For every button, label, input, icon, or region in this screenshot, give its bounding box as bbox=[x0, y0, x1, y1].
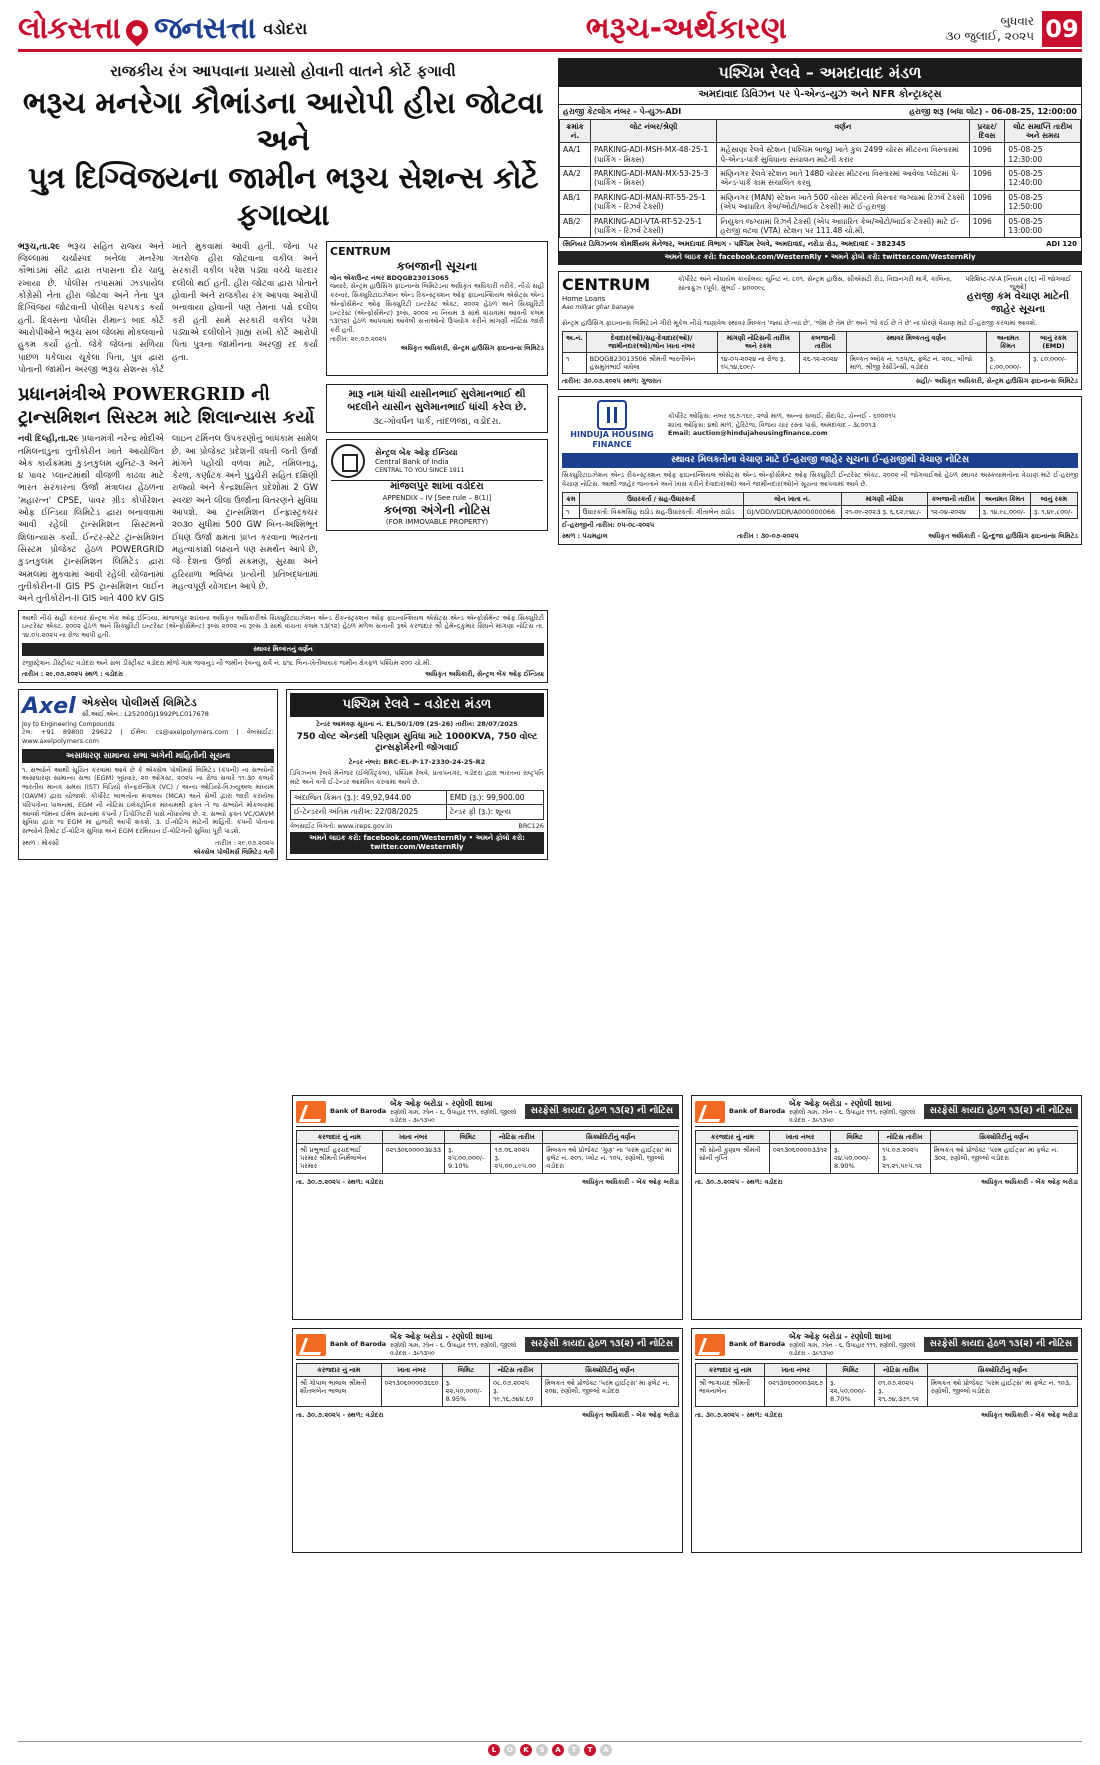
bob-borrower: શ્રી સોની કુણાલ શ્રીમતી સોની તૃપ્તિ bbox=[696, 1144, 770, 1173]
table-row bbox=[560, 190, 1081, 214]
table-header: ખાતા નંબર bbox=[769, 1131, 830, 1144]
axel-sign: એક્સેલ પોલીમર્સ લિમિટેડ વતી bbox=[193, 847, 274, 856]
page-number: 09 bbox=[1042, 11, 1082, 47]
wr-vadodara-title: પશ્ચિમ રેલવે – વડોદરા મંડળ bbox=[290, 693, 544, 717]
table-header: લિમિટ bbox=[826, 1364, 874, 1377]
footer-dot: T bbox=[584, 1744, 596, 1756]
table-header: કરજદાર નું નામ bbox=[696, 1131, 770, 1144]
bob-address: રણોલી ગામ, ઝોન - ૬, ઉપાહાર ૧૧૧, રણોલી, જીલ્લો વડોદરા - ૩૯૧૩૫૦ bbox=[390, 1342, 517, 1357]
location-pin-icon bbox=[121, 15, 152, 46]
bob-rate: 8.90% bbox=[834, 1162, 855, 1171]
bob-date-cell bbox=[879, 1144, 930, 1173]
hinduja-office: કોર્પોરેટ ઓફિસ: નંબર ૧૬૭-૧૬૯, ૨જો માળ, અન્ના સલાઈ, સૈદાપેટ, ચેન્નઈ - ૬૦૦૦૧૫ bbox=[668, 411, 896, 420]
bob-date: તા. ૩૦.૭.૨૦૨૫ - સ્થળ: વડોદરા bbox=[296, 1177, 384, 1186]
hinduja-contact: Email: auction@hindujahousingfinance.com bbox=[668, 429, 828, 438]
table-header: દેવાદાર(ઓ)/સહ-દેવાદાર(ઓ)/જામીનદાર(ઓ)/લોન ખાતા નંબર bbox=[586, 331, 717, 352]
wr-vadodara-body: ડિવિઝનલ રેલવે મેનેજર (ઈલેક્ટ્રિકલ), પશ્ચિમ રેલવે, પ્રતાપનગર, વડોદરા દ્વારા ભારતના રાષ્ટ્રપતિ માટે અને વતી ઈ-ટેન્ડર આમંત્રિત કરવામાં આવે છે. bbox=[290, 769, 544, 787]
table-header: લિમિટ bbox=[445, 1131, 491, 1144]
centrum-auction-title: હરાજી કમ વેચાણ માટેની જાહેર સૂચના bbox=[966, 291, 1070, 315]
table-cell: 05-08-25 12:50:00 bbox=[1005, 190, 1081, 214]
bob-address: રણોલી ગામ, ઝોન - ૬, ઉપાહાર ૧૧૧, રણોલી, જીલ્લો વડોદરા - ૩૯૧૩૫૦ bbox=[390, 1109, 517, 1124]
centrum-logo: CENTRUM bbox=[330, 244, 391, 258]
table-cell: 1096 bbox=[969, 143, 1005, 167]
cbi-subtitle: (FOR IMMOVABLE PROPERTY) bbox=[385, 517, 489, 526]
name-change-address: ૩૮-ગોવર્ધન પાર્ક, તાંદળજા, વડોદરા. bbox=[372, 417, 502, 428]
bob-amount-cell bbox=[826, 1377, 874, 1406]
centrum-auction-sign: સહી/- અધિકૃત અધિકારી, સેન્ટ્રમ હાઉસિંગ ફાઇનાન્સ લિમિટેડ bbox=[915, 377, 1078, 386]
hinduja-logo-icon bbox=[597, 400, 627, 430]
hinduja-sign: અધિકૃત અધિકારી - હિન્દુજા હાઉસિંગ ફાઇનાન્સ લિમિટેડ bbox=[928, 531, 1078, 540]
bob-table bbox=[296, 1363, 679, 1407]
bob-date: તા. ૩૦.૭.૨૦૨૫ - સ્થળ: વડોદરા bbox=[296, 1410, 384, 1419]
bob-security: મિલકત ઓ પ્રોજેક્ટ 'ગુણ' ના 'પરમ હાઈટ્સ' માં ફ્લેટ નં. ૨૦૧, પ્લોટ નં. ૧૦૫, રણોલી, જીલ્લો વડોદરા bbox=[543, 1144, 679, 1173]
table-cell: ૨૧-૦૯-૨૦૨૩ રૂ. ૬,૬૨,૯૪૮/- bbox=[842, 505, 928, 518]
table-cell: મહેસાણા રેલવે સ્ટેશન (પશ્ચિમ બાજુ) ખાતે કુલ 2499 ચોરસ મીટરના વિસ્તારમાં પે-એન્ડ-પાર્ક સુવિધાના સંચાલન માટેની કરાર bbox=[717, 143, 969, 167]
bank-of-baroda-logo-icon bbox=[695, 1101, 725, 1123]
logo-loksatta: લોકસત્તા bbox=[18, 10, 120, 46]
table-cell: 1096 bbox=[969, 190, 1005, 214]
cbi-name: સેન્ટ્રલ બેંક ઓફ ઈન્ડિયા bbox=[375, 448, 458, 458]
lead-story bbox=[18, 241, 318, 376]
centrum-loan-no: લોન એકાઉન્ટ નંબર BDQGB23013065 bbox=[330, 273, 449, 282]
wr-ahmedabad-catalog: હરાજી કેટલોગ નંબર - પે-યુઝ-ADI bbox=[563, 106, 682, 116]
cbi-title: કબજા અંગેની નોટિસ bbox=[383, 502, 491, 517]
table-cell: મણિનગર (MAN) સ્ટેશન ખાતે 500 ચોરસ મીટરનો વિસ્તાર જગ્યામાં રિઝર્વ ટેક્સી (એપ આધારિત કેબ/ઓટો/બાઈક ટેક્સી) માટે ઈ-હરાજી bbox=[717, 190, 969, 214]
bob-notice-date: ૧૭.૦૬.૨૦૨૫ bbox=[494, 1146, 530, 1155]
bob-sign: અધિકૃત અધિકારી - બેંક ઓફ બરોડા bbox=[981, 1177, 1078, 1186]
bob-loan: ૦૨૧૩૦૬૦૦૦૦૩૬૬૦ bbox=[384, 1379, 439, 1388]
table-header: કબજાની તારીખ bbox=[927, 492, 979, 505]
bank-of-baroda-logo-icon bbox=[296, 1334, 326, 1356]
bob-notice bbox=[292, 1095, 683, 1320]
bob-outstanding: રૂ. ૨૧,૨૧,૫૯૫.૧૨ bbox=[882, 1154, 922, 1171]
table-row bbox=[696, 1144, 1078, 1173]
table-header: માંગણી નોટિસની તારીખ અને રકમ bbox=[717, 331, 799, 352]
table-row bbox=[696, 1377, 1078, 1406]
wr-ahmedabad-notice bbox=[558, 58, 1082, 265]
table-cell: AB/2 bbox=[560, 214, 591, 238]
table-cell: 1096 bbox=[969, 214, 1005, 238]
table-cell: ૧ bbox=[563, 353, 587, 374]
bob-amount-cell bbox=[442, 1377, 490, 1406]
hinduja-table bbox=[562, 492, 1078, 519]
bob-date-cell bbox=[490, 1377, 542, 1406]
lead-body: ભરૂચ સહિત રાજ્ય અને જિલ્લામાં ચર્ચાસ્પદ બનેલા મનરેગા કૌભાંડમાં સીટ દ્વારા તપાસના દોર ચાલુ રખાયા છે. પોલીસ તપાસમાં ઝડપાયેલ કોંગ્રેસી નેતા હીરા જોટવા અને તેના પુત્ર દિગ્વિજય જોટવાની પોલીસ ધરપકડ કર્યા હતી. દિવસના પોલીસ રીમાન્ડ બાદ કોર્ટે આરોપીઓને ભરૂચ સબ જેલમાં મોકલવાનો હુકમ કર્યો હતો. જેકે જેલના સળિયા પાછળ ધકેલાય ચૂકેલા પિતા, પુત્ર દ્વારા પોતાની જામીન અરજી ભરૂચ સેશન્સ કોર્ટ ખાતે મુકવામાં આવી હતી. જેના પર ગતરોજ હીરા જોટવાના વકીલ અને સરકારી વકીલ પરેશ પંડ્યા વચ્ચે ધારદાર દલીલો થઈ હતી. હીરા જોટવા દ્વારા પોતાને હોવાની અને રાજકીય રંગ આપવા આરોપી બનાવાયા હોવાની પણ તેમના પક્ષે દલીલ કરી હતી સામે સરકારી વકીલ પરેશ પંડ્યાએ દલીલોને ગ્રાહ્ય રાખી કોર્ટે આરોપી પિતા પુત્રના જામીનના અરજી રદ કર્યા હતા. bbox=[18, 241, 318, 375]
bank-of-baroda-logo-icon bbox=[695, 1334, 725, 1356]
table-cell: ૧૪-૦૫-૨૦૨૪ ના રોજ રૂ. ૧૫,૧૪,૬૦૯/- bbox=[717, 353, 799, 374]
bob-borrower: શ્રી ભાગાચંદ શ્રીમતી ભાવનાબેન bbox=[696, 1377, 765, 1406]
table-cell: રૂ. ૮,૦૦,૦૦૦/- bbox=[986, 353, 1029, 374]
bob-name-en: Bank of Baroda bbox=[729, 1107, 786, 1116]
bob-borrower: શ્રી ગોપાલ ભાલાલ શ્રીમતી શીતલબેન ભાલાલ bbox=[297, 1377, 382, 1406]
table-row bbox=[563, 505, 1078, 518]
bob-notice bbox=[292, 1328, 683, 1553]
bob-title: સરફેસી કાયદા હેઠળ ૧૩(૨) ની નોટિસ bbox=[924, 1337, 1078, 1352]
bob-outstanding: રૂ. ૧૯,૧૬,૭૪૪.૬૦ bbox=[493, 1387, 534, 1404]
table-cell: 05-08-25 13:00:00 bbox=[1005, 214, 1081, 238]
bob-amount: રૂ. ૨૪,૫૦,૦૦૦/- bbox=[834, 1146, 871, 1163]
lead-kicker: રાજકીય રંગ આપવાના પ્રયાસો હોવાની વાતને કોર્ટે ફગાવી bbox=[110, 62, 456, 80]
axel-company-name: એક્સેલ પોલીમર્સ લિમિટેડ bbox=[81, 695, 197, 709]
footer-dot: K bbox=[520, 1744, 532, 1756]
bob-sign: અધિકૃત અધિકારી - બેંક ઓફ બરોડા bbox=[981, 1410, 1078, 1419]
date: ૩૦ જુલાઈ, ૨૦૨૫ bbox=[945, 28, 1034, 43]
footer-dot: L bbox=[488, 1744, 500, 1756]
table-cell: રૂ. ૮૦,૦૦૦/- bbox=[1030, 353, 1078, 374]
wr-ahmedabad-start: હરાજી શરૂ (બધા લોટ) - 06-08-25, 12:00:00 bbox=[909, 106, 1077, 116]
table-cell: AB/1 bbox=[560, 190, 591, 214]
cbi-sign: અધિકૃત અધિકારી, સેન્ટ્રલ બેંક ઓફ ઈન્ડિયા bbox=[425, 670, 544, 679]
bob-title: સરફેસી કાયદા હેઠળ ૧૩(૨) ની નોટિસ bbox=[525, 1104, 679, 1119]
table-cell: GJ/VDD/VDDR/A000000066 bbox=[743, 505, 842, 518]
bob-loan: ૦૨૧૩૦૬૦૦૦૦૩૪૩૩ bbox=[385, 1146, 441, 1155]
bob-notice-date: ૦૮.૦૭.૨૦૨૫ bbox=[493, 1379, 530, 1388]
cbi-name-en: Central Bank of India bbox=[375, 458, 449, 467]
table-header: નોટિસ તારીખ bbox=[875, 1364, 928, 1377]
table-cell: મણિનગર રેલવે સ્ટેશન ખાતે 1480 ચોરસ મીટરના વિસ્તારમાં આવેલા પ્લોટમાં પે-એન્ડ-પાર્ક કામ સંચાલિત કરવું bbox=[717, 167, 969, 191]
table-header: નોટિસ તારીખ bbox=[490, 1364, 542, 1377]
table-cell: 1096 bbox=[969, 167, 1005, 191]
bob-branch: બેંક ઓફ બરોડા - રણોલી શાખા bbox=[390, 1099, 493, 1108]
axel-band: અસાધારણ સામાન્ય સભા અંગેની માહિતીની સૂચના bbox=[22, 749, 274, 763]
bob-loan-cell bbox=[765, 1377, 827, 1406]
table-header: બાનું રકમ bbox=[1030, 492, 1077, 505]
wr-col-close: લોટ સમાપ્તિ તારીખ અને સમય bbox=[1005, 119, 1081, 143]
right-small-notices bbox=[326, 384, 548, 605]
footer-dot: T bbox=[568, 1744, 580, 1756]
wr-ahmedabad-footer: સિનિયર ડિવિઝનલ કોમર્શિયલ મેનેજર, અમદાવાદ વિભાગ - પશ્ચિમ રેલવે, અમદાવાદ, નરોડા રોડ, અમદાવાદ - 382345 bbox=[563, 240, 906, 249]
wr-col-lot: લોટ નંબર/શ્રેણી bbox=[591, 119, 717, 143]
table-cell: ૨૬-૧૨-૨૦૨૪ bbox=[800, 353, 847, 374]
bob-rate: 9.10% bbox=[448, 1162, 469, 1171]
centrum-auction-appendix: પરિશિષ્ટ-IV-A [નિયમ ૮(૬) ની જોગવાઈ જુઓ] bbox=[965, 274, 1071, 291]
centrum-auction-notice bbox=[558, 271, 1082, 390]
centrum-auction-table bbox=[562, 331, 1078, 375]
hinduja-place: સ્થળ : પંચમહાલ bbox=[562, 531, 608, 540]
footer-dot: A bbox=[600, 1744, 612, 1756]
bob-outstanding: રૂ. ૨૫,૦૦,૮૯૫.૦૦ bbox=[494, 1154, 537, 1171]
table-header: ખાતા નંબર bbox=[381, 1364, 442, 1377]
bob-notice-date: ૧૫.૦૭.૨૦૨૫ bbox=[882, 1146, 919, 1155]
bob-sign: અધિકૃત અધિકારી - બેંક ઓફ બરોડા bbox=[582, 1177, 679, 1186]
hinduja-auction-date: ઈ-હરાજીની તારીખ: ૦૫-૦૮-૨૦૨૫ bbox=[562, 521, 655, 530]
table-cell: ઉધારકર્તા: વિક્રમસિંહ રાઠોડ સહ-ઉધારકર્તા: ગીતાબેન રાઠોડ bbox=[579, 505, 743, 518]
axel-body: ૧. સભ્યોને આથી સૂચિત કરવામાં આવે છે કે એક્સેલ પોલીમર્સ લિમિટેડ (કંપની) ના સભ્યોની અસાધારણ સામાન્ય સભા (EGM) બુધવાર, ૨૦ ઓગસ્ટ, ૨૦૨૫ ના રોજ સવારે ૧૧:૩૦ કલાકે ભારતીય માનક સમય (IST) વિડિયો કોન્ફરન્સિંગ (VC) / અન્ય ઓડિયો-વિઝ્યુઅલ માધ્યમ (OAVM) દ્વારા યોજાશે. કોર્પોરેટ બાબતોના મંત્રાલય (MCA) અને સેબી દ્વારા જારી કરાયેલા પરિપત્રોના પાલનમાં, EGM ની નોટિસ ઇલેક્ટ્રોનિક માધ્યમથી ફક્ત તે જ સભ્યોને મોકલવામાં આવશે જેમના ઈમેલ સરનામાં કંપની / ડિપોઝિટરી પાસે નોંધાયેલા છે. ૨. સભ્યો ફક્ત VC/OAVM સુવિધા દ્વારા જ EGM માં હાજરી આપી શકશે. ૩. ઈ-વોટિંગ માટેની માહિતી: કંપની પોતાના સભ્યોને રિમોટ ઈ-વોટિંગ સુવિધા અને EGM દરમિયાન ઈ-વોટિંગની સુવિધા પૂરી પાડશે. bbox=[22, 765, 274, 836]
table-header: કબજાની તારીખ bbox=[800, 331, 847, 352]
table-header: માંગણી નોટિસ bbox=[842, 492, 928, 505]
centrum-auction-logo-sub: Home Loans bbox=[562, 294, 606, 303]
bob-rate: 8.70% bbox=[829, 1395, 851, 1404]
table-header: અનામત કિંમત bbox=[979, 492, 1030, 505]
table-cell: PARKING-ADI-MAN-MX-53-25-3 (પાર્કિંગ - મિક્સ) bbox=[591, 167, 717, 191]
table-header: લિમિટ bbox=[442, 1364, 490, 1377]
table-cell: AA/2 bbox=[560, 167, 591, 191]
right-column bbox=[558, 58, 1082, 860]
bob-date-cell bbox=[491, 1144, 543, 1173]
cbi-appendix: APPENDIX – IV [See rule – 8(1)] bbox=[382, 493, 492, 502]
hinduja-band: સ્થાવર મિલકતોના વેચાણ માટે ઈ-હરાજી જાહેર સૂચના ઈ-હરાજીથી વેચાણ નોટિસ bbox=[562, 453, 1078, 468]
powergrid-headline: પ્રધાનમંત્રીએ POWERGRID ની ટ્રાન્સમિશન સિસ્ટમ માટે શિલાન્યાસ કર્યો bbox=[18, 384, 315, 428]
table-header: સિક્યોરિટીનું વર્ણન bbox=[930, 1131, 1077, 1144]
bob-amount: રૂ. ૨૫,૦૦,૦૦૦/- bbox=[448, 1146, 485, 1163]
table-header: કરજદાર નું નામ bbox=[297, 1131, 383, 1144]
wr-ahmedabad-title: પશ્ચિમ રેલવે – અમદાવાદ મંડળ bbox=[559, 59, 1081, 87]
centrum-notice-date: તારીખ: ૨૯.૦૭.૨૦૨૫ bbox=[330, 334, 387, 343]
table-header: અ.નં. bbox=[563, 331, 587, 352]
cbi-property: રજીસ્ટ્રેશન ડીસ્ટ્રીક્ટ વડોદરા અને સબ ડીસ્ટ્રીક્ટ વડોદરા મોજે ગામ જવાનુડ ની જમીન રેવન્યુ સર્વે નં. ૪૧૮ બિન-ખેતીલાયક જમીન ક્ષેત્રફળ પશ્ચિમ ૨૦૦ ચો.મી. bbox=[22, 658, 432, 667]
name-change-notice bbox=[326, 384, 548, 433]
bob-notice bbox=[691, 1095, 1082, 1320]
table-header: કરજદાર નું નામ bbox=[297, 1364, 382, 1377]
wr-vadodara-tender-no: ટેન્ડર આમંત્રણ સૂચના નં. EL/50/1/09 (25-26) તારીખ: 28/07/2025 bbox=[316, 720, 518, 729]
table-header: ખાતા નંબર bbox=[382, 1131, 444, 1144]
wr-ahmedabad-table bbox=[559, 119, 1081, 239]
table-row bbox=[563, 353, 1078, 374]
bob-name-en: Bank of Baroda bbox=[330, 1340, 387, 1349]
table-header: લિમિટ bbox=[831, 1131, 879, 1144]
axel-logo: Axel bbox=[22, 694, 76, 720]
bob-date: તા. ૩૦.૭.૨૦૨૫ - સ્થળ: વડોદરા bbox=[695, 1177, 783, 1186]
wr-ahmedabad-subtitle: અમદાવાદ ડિવિઝન પર પે-એન્ડ-યુઝ અને NFR કોન્ટ્રાક્ટ્સ bbox=[559, 87, 1081, 105]
table-header: અનામત કિંમત bbox=[986, 331, 1029, 352]
bob-table bbox=[695, 1130, 1078, 1174]
hinduja-date: તારીખ : ૩૦-૦૭-૨૦૨૫ bbox=[737, 531, 799, 540]
hinduja-branch: શાખા ઓફિસ: ૪થો માળ, હેરિટેજ, વિજય ચાર રસ્તા પાસે, અમદાવાદ - ૩૮૦૦૧૩ bbox=[668, 420, 876, 429]
page-footer bbox=[18, 1741, 1082, 1757]
table-header: સિક્યોરિટીનું વર્ણન bbox=[541, 1364, 678, 1377]
bob-notices bbox=[292, 1095, 1082, 1553]
lead-dateline: ભરૂચ,તા.૨૯ bbox=[18, 241, 61, 252]
bob-date: તા. ૩૦.૭.૨૦૨૫ - સ્થળ: વડોદરા bbox=[695, 1410, 783, 1419]
axel-place: સ્થળ : મોક્સી bbox=[22, 838, 60, 847]
table-header: ક્રમ bbox=[563, 492, 580, 505]
cbi-notice-body-box bbox=[18, 610, 548, 684]
bob-branch: બેંક ઓફ બરોડા - રણોલી શાખા bbox=[789, 1332, 892, 1341]
centrum-auction-body: સેન્ટ્રમ હાઉસિંગ ફાઇનાન્સ લિમિટેડને ગીરો મૂકેલ નીચે જણાવેલ સ્થાવર મિલ્કત 'જ્યાં છે ત્યાં છે', 'જેમ છે તેમ છે' અને 'જે કંઈ છે તે છે' ના ધોરણે વેચાણ માટે ઈ-હરાજી કરવામાં આવશે. bbox=[562, 319, 1038, 327]
axel-date: તારીખ : ૨૯.૦૭.૨૦૨૫ bbox=[215, 838, 274, 847]
day: બુધવાર bbox=[1000, 13, 1034, 28]
table-cell: ૧૨-૦૪-૨૦૨૪ bbox=[927, 505, 979, 518]
logo-jansatta: જનસત્તા bbox=[153, 10, 256, 46]
wr-ahmedabad-code: ADI 120 bbox=[1046, 240, 1077, 249]
centrum-auction-logo: CENTRUM bbox=[562, 274, 651, 294]
wr-vadodara-code: BRC126 bbox=[518, 821, 544, 830]
table-header: નોટિસ તારીખ bbox=[879, 1131, 930, 1144]
wr-vadodara-social: અમને લાઇક કરો: facebook.com/WesternRly • અમને ફોલો કરો: twitter.com/WesternRly bbox=[290, 832, 544, 854]
powergrid-story bbox=[18, 384, 318, 605]
table-header: નોટિસ તારીખ bbox=[491, 1131, 543, 1144]
bob-notice bbox=[691, 1328, 1082, 1553]
bob-rate: 8.95% bbox=[445, 1395, 467, 1404]
bob-title: સરફેસી કાયદા હેઠળ ૧૩(૨) ની નોટિસ bbox=[924, 1104, 1078, 1119]
date-block bbox=[946, 14, 1034, 44]
table-cell: રૂ. ૧૪,૯૮,૦૦૦/- bbox=[979, 505, 1030, 518]
table-row bbox=[560, 214, 1081, 238]
powergrid-body: પ્રધાનમંત્રી નરેન્દ્ર મોદીએ તમિલનાડુના તુતીકોરીન ખાતે આયોજિત એક કાર્યક્રમમાં કુડનકુલમ યુનિટ-૩ અને ૪ પાવર પ્લાન્ટમાંથી વીજળી કાઢવા માટે ભારત સરકારના ઉર્જા મંત્રાલય હેઠળના 'મહારત્ન' CPSE, પાવર ગ્રીડ કોર્પોરેશન ઓફ ઈન્ડિયા લિમિટેડ દ્વારા બનાવવામાં આવી રહેલી ટ્રાન્સમિશન સિસ્ટમનો શિલાન્યાસ કર્યો. ઈન્ટર-સ્ટેટ ટ્રાન્સમિશન સિસ્ટમ પ્રોજેક્ટ હેઠળ POWERGRID કુડનકુલમ ટ્રાન્સમિશન લિમિટેડ દ્વારા અમલમાં મુકવામાં આવી રહેલી યોજનામાં તુતીકોરીન-II GIS PS ટ્રાન્સમિશન લાઈન અને તુતીકોરીન-II GIS ખાતે 400 kV GIS લાઇન ટર્મિનલ ઉપકરણોનું બાંધકામ સામેલ છે. આ પ્રોજેક્ટ પ્રદેશની વધતી જતી ઉર્જા માંગને પહોંચી વળવા માટે, તમિલનાડુ, કેરળ, કર્ણાટક અને પુડુચેરી સહિત દક્ષિણી રાજ્યો અને કેન્દ્રશાસિત પ્રદેશોમાં 2 GW સ્વચ્છ અને લીલા ઉર્જાના વિતરણને સુવિધા આપશે. આ ટ્રાન્સમિશન ઈન્ફ્રાસ્ટ્રક્ચર ૨૦૩૦ સુધીમાં 500 GW બિન-અશ્મિભૂત ઈંધણ ઉર્જા ક્ષમતા પ્રાપ્ત કરવાના ભારતના મહત્વાકાંક્ષી લક્ષ્યને પણ સમર્થન આપે છે, જે દેશના ઉર્જા સંક્રમણ, સુરક્ષા અને હરિયાળા ભવિષ્ય પ્રત્યેની પ્રતિબદ્ધતામાં મહત્વપૂર્ણ યોગદાન આપે છે. bbox=[18, 434, 318, 605]
axel-cin: સી.આઈ.એન.: L25200GJ1992PLC017678 bbox=[81, 709, 209, 718]
cbi-date: તારીખ : ૨૯.૦૭.૨૦૨૫ સ્થળ : વડોદરા bbox=[22, 670, 123, 679]
wr-col-sr: ક્રમાંક નં. bbox=[560, 119, 591, 143]
table-cell: AA/1 bbox=[560, 143, 591, 167]
table-cell: રૂ. ૧,૪૯,૮૦૦/- bbox=[1030, 505, 1077, 518]
bob-loan-cell bbox=[769, 1144, 830, 1173]
table-header: બાનું રકમ (EMD) bbox=[1030, 331, 1078, 352]
table-cell: 05-08-25 12:30:00 bbox=[1005, 143, 1081, 167]
cbi-body: આથી નીચે સહી કરનાર સેન્ટ્રલ બેંક ઓફ ઈન્ડિયા, માંજલપુર શાખાના અધિકૃત અધિકારીએ સિક્યુરિટાઇઝેશન એન્ડ રીકન્સ્ટ્રક્શન ઓફ ફાઇનાન્શિયલ એસેટ્સ એન્ડ એન્ફોર્સમેન્ટ ઓફ સિક્યુરિટી ઇન્ટરેસ્ટ એક્ટ, ૨૦૦૨ હેઠળ અને સિક્યુરિટી ઇન્ટરેસ્ટ (એન્ફોર્સમેન્ટ) રૂલ્સ ૨૦૦૨ ના રૂલ્સ ૩ સાથે વાંચતા કલમ ૧૩(૧૨) હેઠળ મળેલ સત્તાની રૂએ કરજદાર શ્રી હેમેન્દ્રકુમાર સિંઘને માંગણા નોટિસ તા. ૧૪.૦૫.૨૦૨૫ ના રોજ આપી હતી. bbox=[22, 613, 544, 640]
hinduja-body: સિક્યુરિટાઇઝેશન એન્ડ રીકન્સ્ટ્રક્શન ઓફ ફાઇનાન્શિયલ એસેટ્સ એન્ડ એન્ફોર્સમેન્ટ ઓફ સિક્યુરિટી ઈન્ટરેસ્ટ એક્ટ, ૨૦૦૨ ની જોગવાઈઓ હેઠળ સ્થાવર અસ્કયામતોના વેચાણ માટે ઈ-હરાજી વેચાણ નોટિસ. આથી જાહેર જનતાને અને ખાસ કરીને દેવાદાર(ઓ) અને જામીનદાર(ઓ)ને સૂચના આપવામાં આવે છે. bbox=[562, 471, 1078, 489]
axel-egm-notice bbox=[18, 689, 278, 860]
axel-logo-sub: Joy to Engineering Compounds bbox=[22, 720, 115, 728]
table-header: સિક્યોરિટીનું વર્ણન bbox=[543, 1131, 679, 1144]
lead-headline-1: ભરૂચ મનરેગા કૌભાંડના આરોપી હીરા જોટવા અને bbox=[22, 85, 544, 159]
wr-vadodara-emd: EMD (રૂ.): 99,900.00 bbox=[446, 790, 543, 804]
table-header: સિક્યોરિટીનું વર્ણન bbox=[927, 1364, 1077, 1377]
table-cell: PARKING-ADI-MAN-RT-55-25-1 (પાર્કિંગ - રિઝર્વ ટેક્સી) bbox=[591, 190, 717, 214]
bob-amount-cell bbox=[831, 1144, 879, 1173]
bob-amount: રૂ. ૨૨,૫૦,૦૦૦/- bbox=[445, 1379, 482, 1396]
table-header: ઉધારકર્તા / સહ-ઉધારકર્તા bbox=[579, 492, 743, 505]
centrum-auction-tag: Aao milkar ghar banaye bbox=[562, 303, 634, 311]
footer-dots bbox=[488, 1744, 612, 1756]
cbi-branch: માંજલપુર શાખા વડોદરા bbox=[390, 481, 484, 493]
wr-vadodara-tender-id: ટેન્ડર નંબર: BRC-EL-P-17-2330-24-25-R2 bbox=[348, 757, 486, 766]
lead-headline-2: પુત્ર દિગ્વિજયના જામીન ભરૂચ સેશન્સ કોર્ટે ફગાવ્યા bbox=[27, 160, 539, 234]
table-cell: BDQGB23013506 શ્રીમતી ભારતીબેન હસમુખભાઈ વાઘેલા bbox=[586, 353, 717, 374]
table-row bbox=[297, 1144, 679, 1173]
centrum-notice-body: જ્યારે, સેન્ટ્રમ હાઉસિંગ ફાઇનાન્સ લિમિટેડના અધિકૃત અધિકારી તરીકે, નીચે સહી કરનાર, સિક્યુરિટાઇઝેશન એન્ડ રિકન્સ્ટ્રક્શન ઓફ ફાઇનાન્શિયલ એસેટ્સ એન્ડ એન્ફોર્સમેન્ટ ઓફ સિક્યુરિટી ઇન્ટરેસ્ટ એક્ટ, ૨૦૦૨ હેઠળ અને સિક્યુરિટી ઇન્ટરેસ્ટ (એન્ફોર્સમેન્ટ) રૂલ્સ, ૨૦૦૨ ના નિયમ ૩ સાથે વાંચવામાં આવતી કલમ ૧૩(૧૨) હેઠળ આપવામાં આવેલી સત્તાઓનો ઉપયોગ કરીને માંગણી નોટિસ જારી કરી હતી. bbox=[330, 282, 544, 335]
bob-table bbox=[296, 1130, 679, 1174]
bob-address: રણોલી ગામ, ઝોન - ૬, ઉપાહાર ૧૧૧, રણોલી, જીલ્લો વડોદરા - ૩૯૧૩૫૦ bbox=[789, 1109, 916, 1124]
bob-address: રણોલી ગામ, ઝોન - ૬, ઉપાહાર ૧૧૧, રણોલી, જીલ્લો વડોદરા - ૩૯૧૩૫૦ bbox=[789, 1342, 916, 1357]
bob-borrower: શ્રી પ્રભુભાઈ હરચંદભાઈ પરમાર શ્રીમતી નિર્મલાબેન પરમાર bbox=[297, 1144, 383, 1173]
powergrid-body-wrap bbox=[18, 433, 318, 605]
axel-contact: ટેલ: +91 89800 29622 | ઈમેલ: cs@axelpolymers.com | વેબસાઈટ: www.axelpolymers.com bbox=[22, 728, 274, 745]
table-header: લોન ખાતા નં. bbox=[743, 492, 842, 505]
wr-vadodara-table bbox=[290, 790, 544, 820]
wr-ahmedabad-social: અમને લાઇક કરો: facebook.com/WesternRly • અમને ફોલો કરો: twitter.com/WesternRly bbox=[559, 251, 1081, 264]
bob-loan-cell bbox=[381, 1377, 442, 1406]
bob-date-cell bbox=[875, 1377, 928, 1406]
footer-dot: O bbox=[504, 1744, 516, 1756]
bob-title: સરફેસી કાયદા હેઠળ ૧૩(૨) ની નોટિસ bbox=[525, 1337, 679, 1352]
wr-vadodara-website[interactable]: વેબસાઈટ વિગતો: www.ireps.gov.in bbox=[290, 821, 393, 830]
table-header: કરજદાર નું નામ bbox=[696, 1364, 765, 1377]
footer-dot: S bbox=[536, 1744, 548, 1756]
bob-security: મિલકત ઓ પ્રોજેક્ટ 'પરમ હાઈટ્સ' માં ફ્લેટ નં. ૧૦૩, રણોલી, જીલ્લો વડોદરા bbox=[927, 1377, 1077, 1406]
bob-sign: અધિકૃત અધિકારી - બેંક ઓફ બરોડા bbox=[582, 1410, 679, 1419]
table-cell: PARKING-ADI-MSH-MX-48-25-1 (પાર્કિંગ - મિક્સ) bbox=[591, 143, 717, 167]
table-row bbox=[560, 143, 1081, 167]
footer-dot: A bbox=[552, 1744, 564, 1756]
central-bank-logo-icon bbox=[331, 444, 365, 478]
centrum-notice-title: કબજાની સૂચના bbox=[396, 258, 478, 273]
cbi-property-head: સ્થાવર મિલ્કતનું વર્ણન bbox=[22, 643, 544, 656]
wr-col-desc: વર્ણન bbox=[717, 119, 969, 143]
bob-name-en: Bank of Baroda bbox=[729, 1340, 786, 1349]
wr-vadodara-head: 750 વોલ્ટ એન્ડથી પરિણામ સુવિધા માટે 1000KVA, 750 વોલ્ટ ટ્રાન્સફોર્મરની જોગવાઈ bbox=[296, 732, 538, 754]
bob-loan: ૦૨૧૩૦૬૦૦૦૦૩૩૧૨ bbox=[772, 1146, 828, 1155]
bob-loan-cell bbox=[382, 1144, 444, 1173]
centrum-notice-sign: અધિકૃત અધિકારી, સેન્ટ્રમ હાઉસિંગ ફાઇનાન્સ લિમિટેડ bbox=[400, 343, 544, 352]
bob-security: મિલકત ઓ પ્રોજેક્ટ 'પરમ હાઈટ્સ' માં ફ્લેટ નં. ૩૦૨, રણોલી, જીલ્લો વડોદરા bbox=[930, 1144, 1077, 1173]
bob-table bbox=[695, 1363, 1078, 1407]
table-header: ખાતા નંબર bbox=[765, 1364, 827, 1377]
bob-amount-cell bbox=[445, 1144, 491, 1173]
bob-outstanding: રૂ. ૨૧,૭૪,૩૭૧.૧૨ bbox=[878, 1387, 919, 1404]
bob-notice-date: ૦૧.૦૭.૨૦૨૫ bbox=[878, 1379, 914, 1388]
cbi-possession-notice bbox=[326, 439, 548, 531]
bob-loan: ૦૨૧૩૦૬૦૦૦૦૩૨૬૭ bbox=[768, 1379, 823, 1388]
centrum-possession-notice bbox=[326, 241, 548, 376]
bob-branch: બેંક ઓફ બરોડા - રણોલી શાખા bbox=[390, 1332, 493, 1341]
bob-branch: બેંક ઓફ બરોડા - રણોલી શાખા bbox=[789, 1099, 892, 1108]
wr-vadodara-tender bbox=[286, 689, 548, 860]
table-cell: PARKING-ADI-VTA-RT-52-25-1 (પાર્કિંગ - રિઝર્વ ટેક્સી) bbox=[591, 214, 717, 238]
table-cell: મિલ્કત બ્લોક નં. ૧૭૫/૬, ફ્લેટ નં. ૨૦૮, બીજો માળ, શ્રીજી રેસીડેન્સી, વડોદરા bbox=[846, 353, 986, 374]
edition-name: વડોદરા bbox=[263, 18, 308, 38]
masthead bbox=[18, 8, 1082, 52]
table-cell: નિયુક્ત જગ્યામાં રિઝર્વ ટેક્સી (એપ આધારિત કેબ/ઓટો/બાઈક ટેક્સી) માટે ઈ-હરાજી વટવા (VTA) સ્ટેશન પર 111.48 ચો.મી. bbox=[717, 214, 969, 238]
hinduja-auction-notice bbox=[558, 396, 1082, 545]
centrum-auction-date: તારીખ: ૩૦.૦૭.૨૦૨૫ સ્થળ: ગુજરાત bbox=[562, 377, 662, 386]
hinduja-brand: HINDUJA HOUSING FINANCE bbox=[570, 430, 654, 450]
wr-vadodara-cost: અંદાજિત કિંમત (રૂ.): 49,92,944.00 bbox=[291, 790, 447, 804]
bank-of-baroda-logo-icon bbox=[296, 1101, 326, 1123]
bob-amount: રૂ. ૨૨,૫૦,૦૦૦/- bbox=[829, 1379, 867, 1396]
table-row bbox=[297, 1377, 679, 1406]
table-header: સ્થાવર મિલ્કતનું વર્ણન bbox=[846, 331, 986, 352]
cbi-tagline: CENTRAL TO YOU SINCE 1911 bbox=[375, 467, 465, 475]
name-change-text: મારૂ નામ ધાંચી યાસીનભાઈ સુલેમાનભાઈ થી બદલીને યાસીન સુલેમાનભાઈ ધાંચી કરેલ છે. bbox=[347, 389, 527, 413]
powergrid-dateline: નવી દિલ્હી,તા.૨૯ bbox=[18, 434, 79, 445]
section-title: ભરૂચ-અર્થકારણ bbox=[585, 10, 787, 46]
bob-name-en: Bank of Baroda bbox=[330, 1107, 387, 1116]
table-row bbox=[560, 167, 1081, 191]
bob-security: મિલકત ઓ પ્રોજેક્ટ 'પરમ હાઈટ્સ' માં ફ્લેટ નં. ૨૦૪, રણોલી, જીલ્લો વડોદરા bbox=[541, 1377, 678, 1406]
left-column bbox=[18, 58, 548, 860]
wr-vadodara-fee: ટેન્ડર ફી (રૂ.): શૂન્ય bbox=[446, 805, 543, 819]
table-cell: ૧ bbox=[563, 505, 580, 518]
wr-col-days: પ્રચાર/દિવસ bbox=[969, 119, 1005, 143]
wr-vadodara-close: ઈ-ટેન્ડરની અંતિમ તારીખ: 22/08/2025 bbox=[291, 805, 447, 819]
centrum-auction-office: કોર્પોરેટ અને નોંધાયેલ કાર્યાલય: યુનિટ નં. ૮૦૧, સેન્ટ્રમ હાઉસ, સીએસટી રોડ, વિદ્યાનગરી માર્ગ, કાલિના, સાંતાક્રુઝ (પૂર્વ), મુંબઈ - ૪૦૦૦૯૮ bbox=[678, 274, 952, 292]
table-cell: 05-08-25 12:40:00 bbox=[1005, 167, 1081, 191]
